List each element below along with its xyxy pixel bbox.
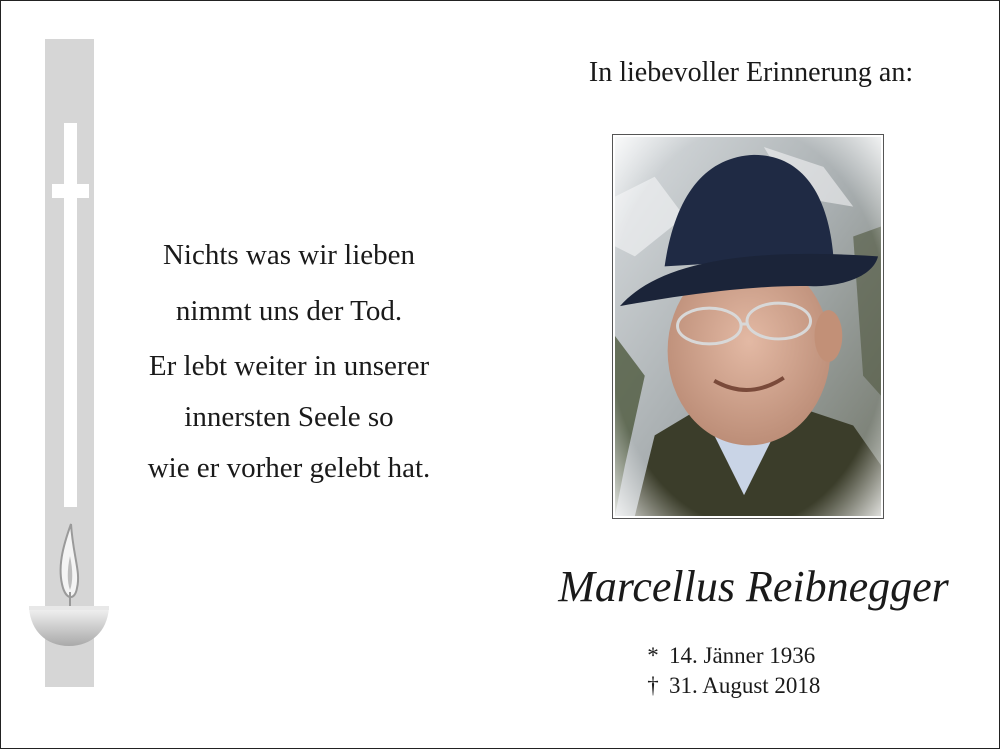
poem-line: innersten Seele so — [184, 401, 394, 433]
death-symbol: † — [647, 673, 659, 698]
candle-icon — [27, 516, 111, 656]
death-date: 31. August 2018 — [669, 673, 821, 698]
birth-date: 14. Jänner 1936 — [669, 643, 816, 668]
birth-row — [641, 641, 881, 671]
birth-symbol: * — [647, 643, 659, 668]
cross-icon-beam — [52, 184, 89, 198]
memorial-poem — [109, 227, 469, 494]
cross-icon — [64, 123, 77, 507]
poem-line: nimmt uns der Tod. — [175, 295, 403, 327]
memorial-heading: In liebevoller Erinnerung an: — [588, 57, 914, 88]
death-row — [641, 671, 881, 701]
poem-line: Er lebt weiter in unserer — [148, 350, 430, 382]
life-dates — [641, 641, 881, 701]
poem-line: wie er vorher gelebt hat. — [147, 452, 431, 484]
portrait-photo — [612, 134, 884, 519]
poem-line: Nichts was wir lieben — [162, 239, 416, 271]
deceased-name: Marcellus Reibnegger — [558, 562, 949, 611]
